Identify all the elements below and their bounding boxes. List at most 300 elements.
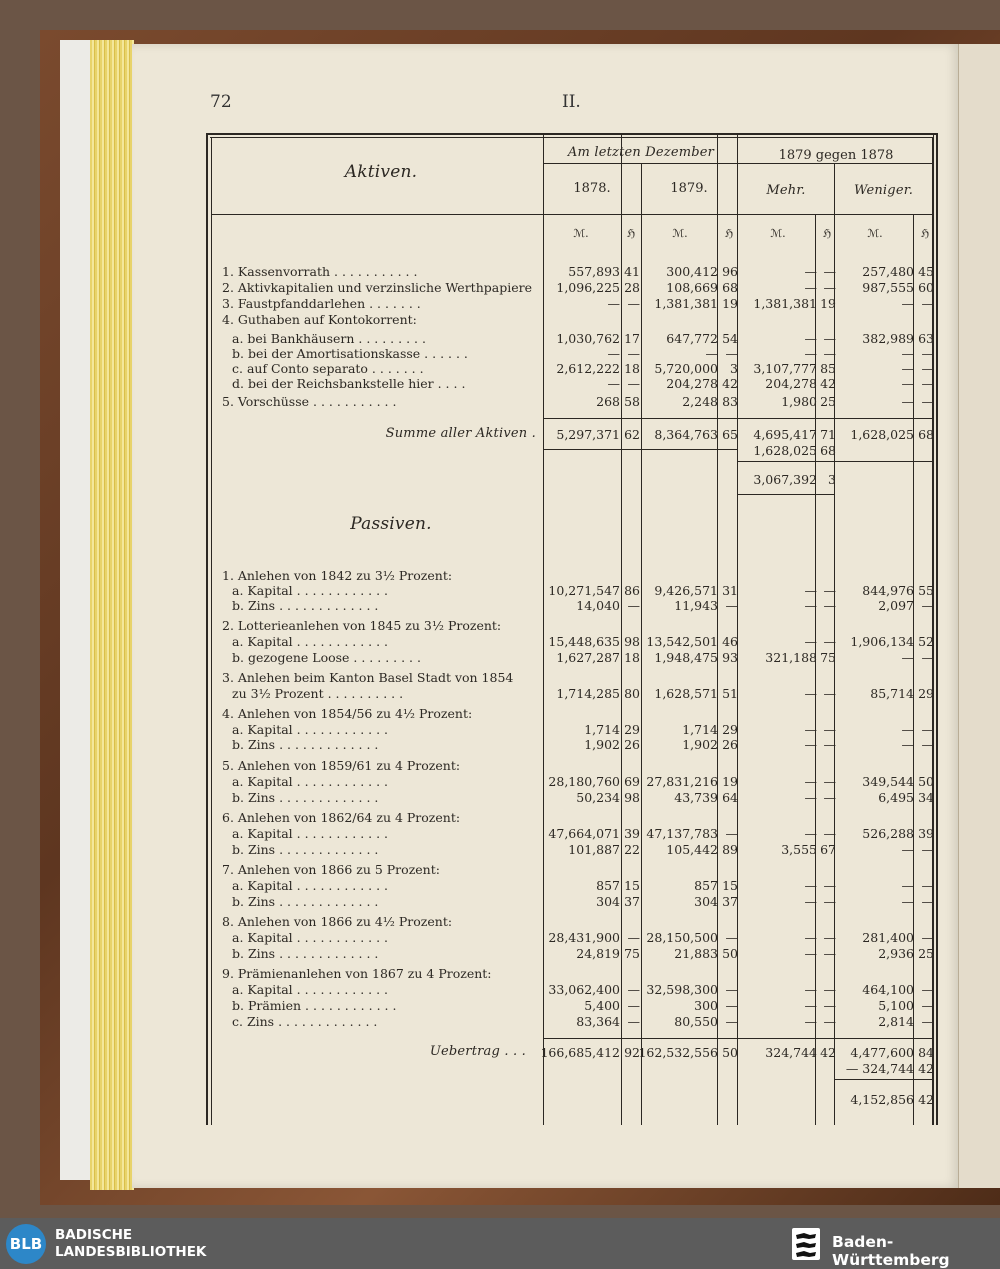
passiven-row-v1878: 10,271,547 <box>548 583 620 598</box>
passiven-row-p1878: — <box>627 982 640 997</box>
aktiven-row-mehr: 3,107,777 <box>753 361 817 376</box>
passiven-row-p1879: 93 <box>722 650 738 665</box>
aktiven-heading: Aktiven. <box>344 162 418 182</box>
unit-pf-label: ℌ <box>626 227 636 240</box>
passiven-row-v1879: 13,542,501 <box>646 634 718 649</box>
aktiven-row-mehr: — <box>804 331 817 346</box>
uebertrag-rule-top <box>544 1038 933 1039</box>
passiven-row-weniger: 526,288 <box>862 826 914 841</box>
passiven-row-pm: — <box>823 826 836 841</box>
aktiven-row-p1878: — <box>627 346 640 361</box>
passiven-row-v1879: 304 <box>694 894 718 909</box>
passiven-row-weniger: 844,976 <box>862 583 914 598</box>
aktiven-row-p1878: 28 <box>624 280 640 295</box>
passiven-row-pw: 34 <box>918 790 934 805</box>
aktiven-row-p1879: 3 <box>730 361 738 376</box>
col-1878-header: 1878. <box>573 181 611 196</box>
passiven-row-p1879: — <box>725 998 738 1013</box>
passiven-row-p1879: — <box>725 826 738 841</box>
aktiven-row-p1879: 42 <box>722 376 738 391</box>
aktiven-row-label: 2. Aktivkapitalien und verzinsliche Werthpapiere <box>222 280 532 295</box>
passiven-row-v1878: 50,234 <box>576 790 620 805</box>
facing-page-edge <box>958 44 1000 1188</box>
aktiven-row-pw: — <box>921 376 934 391</box>
passiven-row-p1879: 64 <box>722 790 738 805</box>
passiven-row-p1879: 31 <box>722 583 738 598</box>
passiven-row-pw: — <box>921 982 934 997</box>
passiven-row-pm: 75 <box>820 650 836 665</box>
passiven-row-mehr: — <box>804 930 817 945</box>
uebertrag-p1878: 92 <box>624 1045 640 1060</box>
passiven-row-label: a. Kapital . . . . . . . . . . . . <box>232 930 389 945</box>
aktiven-row-label: 4. Guthaben auf Kontokorrent: <box>222 312 417 327</box>
passiven-row-v1878: 857 <box>596 878 620 893</box>
passiven-row-v1878: 15,448,635 <box>548 634 620 649</box>
passiven-row-mehr: — <box>804 722 817 737</box>
uebertrag-weniger: 4,477,600 <box>850 1045 914 1060</box>
passiven-row-label: b. Zins . . . . . . . . . . . . . <box>232 894 379 909</box>
passiven-row-pm: — <box>823 946 836 961</box>
aktiven-row-weniger: — <box>901 361 914 376</box>
aktiven-row-mehr: — <box>804 264 817 279</box>
passiven-row-p1878: — <box>627 1014 640 1029</box>
passiven-row-pm: — <box>823 774 836 789</box>
passiven-row-weniger: — <box>901 722 914 737</box>
passiven-row-v1878: 83,364 <box>576 1014 620 1029</box>
blb-name[interactable] <box>55 1227 206 1261</box>
aktiven-sum-pm: 71 <box>820 427 836 442</box>
passiven-row-label: b. Zins . . . . . . . . . . . . . <box>232 842 379 857</box>
aktiven-row-p1878: — <box>627 296 640 311</box>
aktiven-row-weniger: — <box>901 376 914 391</box>
aktiven-row-v1878: 268 <box>596 394 620 409</box>
aktiven-sum-p1878: 62 <box>624 427 640 442</box>
subheader-rule <box>544 163 932 164</box>
blb-name-line1: BADISCHE <box>55 1227 133 1243</box>
passiven-row-label: 2. Lotterieanlehen von 1845 zu 3½ Prozent: <box>222 618 502 633</box>
passiven-row-v1878: 14,040 <box>576 598 620 613</box>
aktiven-row-p1879: 54 <box>722 331 738 346</box>
aktiven-row-pw: — <box>921 296 934 311</box>
passiven-row-mehr: — <box>804 686 817 701</box>
passiven-row-pm: 67 <box>820 842 836 857</box>
aktiven-sum-v1879: 8,364,763 <box>654 427 718 442</box>
aktiven-row-p1879: 19 <box>722 296 738 311</box>
passiven-row-v1879: 1,948,475 <box>654 650 718 665</box>
header-rule <box>211 214 932 215</box>
passiven-row-p1878: 69 <box>624 774 640 789</box>
frame-right <box>936 133 938 1125</box>
uebertrag-pm: 42 <box>820 1045 836 1060</box>
passiven-row-v1878: 304 <box>596 894 620 909</box>
aktiven-row-pm: — <box>823 331 836 346</box>
passiven-row-label: 9. Prämienanlehen von 1867 zu 4 Prozent: <box>222 966 492 981</box>
aktiven-row-mehr: — <box>804 280 817 295</box>
aktiven-row-pw: — <box>921 394 934 409</box>
passiven-row-weniger: 5,100 <box>878 998 914 1013</box>
passiven-row-mehr: — <box>804 583 817 598</box>
aktiven-row-pm: 85 <box>820 361 836 376</box>
aktiven-row-v1878: — <box>607 376 620 391</box>
passiven-row-label: 7. Anlehen von 1866 zu 5 Prozent: <box>222 862 440 877</box>
aktiven-row-weniger: — <box>901 296 914 311</box>
blb-logo[interactable]: BLB <box>6 1224 46 1264</box>
aktiven-row-v1879: — <box>705 346 718 361</box>
uebertrag-mehr: 324,744 <box>765 1045 817 1060</box>
passiven-row-v1879: 857 <box>694 878 718 893</box>
aktiven-row-p1878: 41 <box>624 264 640 279</box>
passiven-row-p1879: — <box>725 982 738 997</box>
passiven-row-label: a. Kapital . . . . . . . . . . . . <box>232 774 389 789</box>
passiven-row-p1879: 29 <box>722 722 738 737</box>
passiven-row-label: a. Kapital . . . . . . . . . . . . <box>232 722 389 737</box>
passiven-row-p1878: 86 <box>624 583 640 598</box>
passiven-row-v1879: 1,628,571 <box>654 686 718 701</box>
passiven-row-mehr: — <box>804 774 817 789</box>
unit-mark-label: ℳ. <box>770 227 786 240</box>
passiven-row-weniger: 281,400 <box>862 930 914 945</box>
passiven-row-label: a. Kapital . . . . . . . . . . . . <box>232 826 389 841</box>
aktiven-row-p1879: 96 <box>722 264 738 279</box>
passiven-row-mehr: 3,555 <box>781 842 817 857</box>
aktiven-row-v1879: 300,412 <box>666 264 718 279</box>
passiven-row-p1879: 50 <box>722 946 738 961</box>
passiven-row-mehr: — <box>804 826 817 841</box>
aktiven-row-v1879: 204,278 <box>666 376 718 391</box>
aktiven-row-v1879: 1,381,381 <box>654 296 718 311</box>
unit-pf-label: ℌ <box>724 227 734 240</box>
aktiven-row-v1878: 557,893 <box>568 264 620 279</box>
passiven-row-mehr: — <box>804 878 817 893</box>
net-rule-bottom <box>738 494 835 495</box>
passiven-row-weniger: — <box>901 737 914 752</box>
passiven-row-p1878: 15 <box>624 878 640 893</box>
uebertrag-pw: 84 <box>918 1045 934 1060</box>
passiven-row-weniger: 85,714 <box>870 686 914 701</box>
passiven-row-weniger: 2,936 <box>878 946 914 961</box>
aktiven-row-v1878: — <box>607 296 620 311</box>
aktiven-row-label: b. bei der Amortisationskasse . . . . . . <box>232 346 468 361</box>
passiven-row-mehr: — <box>804 790 817 805</box>
passiven-row-weniger: 6,495 <box>878 790 914 805</box>
aktiven-row-pw: 63 <box>918 331 934 346</box>
passiven-row-mehr: — <box>804 634 817 649</box>
aktiven-row-weniger: 382,989 <box>862 331 914 346</box>
passiven-row-pm: — <box>823 878 836 893</box>
passiven-row-pw: — <box>921 894 934 909</box>
aktiven-sum-mehr: 4,695,417 <box>753 427 817 442</box>
unit-mark-label: ℳ. <box>867 227 883 240</box>
passiven-row-weniger: 2,814 <box>878 1014 914 1029</box>
passiven-row-pm: — <box>823 634 836 649</box>
col-mehr-header: Mehr. <box>766 183 806 198</box>
passiven-row-p1879: — <box>725 598 738 613</box>
passiven-row-pw: 39 <box>918 826 934 841</box>
passiven-row-v1879: 21,883 <box>674 946 718 961</box>
passiven-row-pm: — <box>823 722 836 737</box>
aktiven-row-pm: — <box>823 346 836 361</box>
uebertrag-weniger-less: — 324,744 <box>845 1061 914 1076</box>
passiven-row-weniger: — <box>901 878 914 893</box>
aktiven-row-mehr: 1,381,381 <box>753 296 817 311</box>
passiven-row-v1878: 5,400 <box>584 998 620 1013</box>
aktiven-row-mehr: 204,278 <box>765 376 817 391</box>
passiven-row-weniger: 2,097 <box>878 598 914 613</box>
passiven-row-p1879: 15 <box>722 878 738 893</box>
passiven-row-p1879: 37 <box>722 894 738 909</box>
passiven-row-mehr: — <box>804 982 817 997</box>
passiven-row-v1878: 28,180,760 <box>548 774 620 789</box>
passiven-row-pm: — <box>823 583 836 598</box>
passiven-row-v1878: 47,664,071 <box>548 826 620 841</box>
passiven-row-pw: — <box>921 930 934 945</box>
frame-left-inner <box>211 137 212 1125</box>
net-rule-top <box>738 461 933 462</box>
passiven-row-pm: — <box>823 894 836 909</box>
passiven-row-label: 6. Anlehen von 1862/64 zu 4 Prozent: <box>222 810 461 825</box>
passiven-row-p1878: — <box>627 598 640 613</box>
gilt-page-edges <box>90 40 134 1190</box>
passiven-row-label: b. Zins . . . . . . . . . . . . . <box>232 737 379 752</box>
passiven-row-v1878: 101,887 <box>568 842 620 857</box>
passiven-row-p1878: 80 <box>624 686 640 701</box>
uebertrag-v1878: 166,685,412 <box>540 1045 620 1060</box>
aktiven-row-weniger: — <box>901 346 914 361</box>
aktiven-row-v1879: 2,248 <box>682 394 718 409</box>
aktiven-row-label: d. bei der Reichsbankstelle hier . . . . <box>232 376 466 391</box>
passiven-row-label: b. gezogene Loose . . . . . . . . . <box>232 650 421 665</box>
aktiven-row-pm: — <box>823 264 836 279</box>
uebertrag-pw-net: 42 <box>918 1092 934 1107</box>
col-weniger-header: Weniger. <box>853 183 914 198</box>
passiven-row-v1879: 32,598,300 <box>646 982 718 997</box>
aktiven-row-v1879: 5,720,000 <box>654 361 718 376</box>
unit-pf-label: ℌ <box>920 227 930 240</box>
passiven-row-label: 8. Anlehen von 1866 zu 4½ Prozent: <box>222 914 453 929</box>
uebertrag-v1879: 162,532,556 <box>638 1045 718 1060</box>
page-number: 72 <box>210 92 232 112</box>
col-1879-header: 1879. <box>670 181 708 196</box>
uebertrag-p1879: 50 <box>722 1045 738 1060</box>
aktiven-row-label: c. auf Conto separato . . . . . . . <box>232 361 424 376</box>
frame-top <box>206 133 938 135</box>
passiven-row-pm: — <box>823 1014 836 1029</box>
passiven-row-p1878: 75 <box>624 946 640 961</box>
aktiven-row-pw: — <box>921 346 934 361</box>
bw-crest-icon[interactable] <box>790 1226 822 1262</box>
passiven-row-pm: — <box>823 930 836 945</box>
passiven-row-v1879: 105,442 <box>666 842 718 857</box>
passiven-row-p1879: — <box>725 930 738 945</box>
passiven-row-v1878: 33,062,400 <box>548 982 620 997</box>
passiven-row-p1878: 18 <box>624 650 640 665</box>
aktiven-row-v1878: 1,096,225 <box>556 280 620 295</box>
passiven-row-weniger: — <box>901 894 914 909</box>
aktiven-row-pm: 25 <box>820 394 836 409</box>
passiven-row-v1879: 27,831,216 <box>646 774 718 789</box>
passiven-row-v1879: 11,943 <box>674 598 718 613</box>
aktiven-row-v1879: 647,772 <box>666 331 718 346</box>
passiven-heading: Passiven. <box>350 514 432 534</box>
passiven-row-label: c. Zins . . . . . . . . . . . . . <box>232 1014 378 1029</box>
passiven-row-label: a. Kapital . . . . . . . . . . . . <box>232 583 389 598</box>
frame-left <box>206 133 208 1125</box>
aktiven-row-p1878: 17 <box>624 331 640 346</box>
compare-heading: 1879 gegen 1878 <box>778 148 894 163</box>
passiven-row-label: b. Zins . . . . . . . . . . . . . <box>232 598 379 613</box>
uebertrag-net-rule <box>835 1079 933 1080</box>
passiven-row-pm: — <box>823 982 836 997</box>
passiven-row-v1878: 1,714,285 <box>556 686 620 701</box>
passiven-row-p1879: 89 <box>722 842 738 857</box>
passiven-row-p1878: 37 <box>624 894 640 909</box>
uebertrag-weniger-net: 4,152,856 <box>850 1092 914 1107</box>
passiven-row-p1878: 98 <box>624 634 640 649</box>
passiven-row-p1878: 22 <box>624 842 640 857</box>
sum-rule-bottom <box>544 449 737 450</box>
aktiven-row-pw: — <box>921 361 934 376</box>
aktiven-row-v1878: 2,612,222 <box>556 361 620 376</box>
passiven-row-pm: — <box>823 790 836 805</box>
unit-pf-label: ℌ <box>822 227 832 240</box>
passiven-row-mehr: — <box>804 1014 817 1029</box>
aktiven-sum-mehr-less: 1,628,025 <box>753 443 817 458</box>
aktiven-sum-pw: 68 <box>918 427 934 442</box>
passiven-row-label: 1. Anlehen von 1842 zu 3½ Prozent: <box>222 568 453 583</box>
passiven-row-pm: — <box>823 998 836 1013</box>
section-heading: II. <box>562 92 581 112</box>
passiven-row-p1878: 39 <box>624 826 640 841</box>
passiven-row-v1878: 1,714 <box>584 722 620 737</box>
aktiven-row-label: a. bei Bankhäusern . . . . . . . . . <box>232 331 426 346</box>
aktiven-row-pm: 19 <box>820 296 836 311</box>
aktiven-row-weniger: 987,555 <box>862 280 914 295</box>
passiven-row-v1878: 1,902 <box>584 737 620 752</box>
aktiven-row-p1878: — <box>627 376 640 391</box>
passiven-row-label: 5. Anlehen von 1859/61 zu 4 Prozent: <box>222 758 461 773</box>
passiven-row-label: a. Kapital . . . . . . . . . . . . <box>232 878 389 893</box>
passiven-row-label: b. Prämien . . . . . . . . . . . . <box>232 998 397 1013</box>
passiven-row-mehr: — <box>804 946 817 961</box>
aktiven-row-p1878: 18 <box>624 361 640 376</box>
aktiven-row-v1879: 108,669 <box>666 280 718 295</box>
aktiven-row-weniger: 257,480 <box>862 264 914 279</box>
blb-name-line2: LANDESBIBLIOTHEK <box>55 1244 207 1260</box>
passiven-row-pw: — <box>921 842 934 857</box>
aktiven-row-label: 3. Faustpfanddarlehen . . . . . . . <box>222 296 421 311</box>
passiven-row-label: 3. Anlehen beim Kanton Basel Stadt von 1854 <box>222 670 514 685</box>
aktiven-net-mehr: 3,067,392 <box>753 472 817 487</box>
passiven-row-p1879: 51 <box>722 686 738 701</box>
passiven-row-pw: — <box>921 598 934 613</box>
passiven-row-v1879: 1,902 <box>682 737 718 752</box>
passiven-row-v1878: 1,627,287 <box>556 650 620 665</box>
passiven-row-pw: — <box>921 998 934 1013</box>
aktiven-row-pm: 42 <box>820 376 836 391</box>
aktiven-sum-pm-less: 68 <box>820 443 836 458</box>
passiven-row-pw: 55 <box>918 583 934 598</box>
aktiven-row-pm: — <box>823 280 836 295</box>
aktiven-net-pm: 3 <box>828 472 836 487</box>
passiven-row-p1878: 98 <box>624 790 640 805</box>
passiven-row-v1879: 80,550 <box>674 1014 718 1029</box>
sum-rule-top <box>544 418 933 419</box>
aktiven-row-label: 1. Kassenvorrath . . . . . . . . . . . <box>222 264 418 279</box>
aktiven-row-pw: 60 <box>918 280 934 295</box>
passiven-row-weniger: 464,100 <box>862 982 914 997</box>
passiven-row-label: a. Kapital . . . . . . . . . . . . <box>232 982 389 997</box>
passiven-row-p1879: 46 <box>722 634 738 649</box>
passiven-row-pw: — <box>921 878 934 893</box>
unit-mark-label: ℳ. <box>573 227 589 240</box>
passiven-row-mehr: 321,188 <box>765 650 817 665</box>
passiven-row-p1879: 26 <box>722 737 738 752</box>
passiven-row-weniger: 1,906,134 <box>850 634 914 649</box>
passiven-row-mehr: — <box>804 598 817 613</box>
passiven-row-mehr: — <box>804 998 817 1013</box>
aktiven-row-mehr: — <box>804 346 817 361</box>
aktiven-sum-weniger: 1,628,025 <box>850 427 914 442</box>
passiven-row-v1879: 43,739 <box>674 790 718 805</box>
aktiven-row-p1879: 68 <box>722 280 738 295</box>
aktiven-row-p1879: — <box>725 346 738 361</box>
aktiven-sum-p1879: 65 <box>722 427 738 442</box>
aktiven-row-pw: 45 <box>918 264 934 279</box>
aktiven-row-p1878: 58 <box>624 394 640 409</box>
passiven-row-label: b. Zins . . . . . . . . . . . . . <box>232 946 379 961</box>
passiven-row-mehr: — <box>804 737 817 752</box>
passiven-row-pw: — <box>921 650 934 665</box>
passiven-row-pw: — <box>921 1014 934 1029</box>
passiven-row-p1878: 29 <box>624 722 640 737</box>
passiven-row-weniger: — <box>901 650 914 665</box>
passiven-row-pm: — <box>823 598 836 613</box>
aktiven-sum-v1878: 5,297,371 <box>556 427 620 442</box>
passiven-row-v1879: 300 <box>694 998 718 1013</box>
passiven-row-weniger: 349,544 <box>862 774 914 789</box>
passiven-row-v1879: 1,714 <box>682 722 718 737</box>
aktiven-row-label: 5. Vorschüsse . . . . . . . . . . . <box>222 394 397 409</box>
aktiven-row-p1879: 83 <box>722 394 738 409</box>
ledger-table <box>206 133 938 1125</box>
aktiven-row-weniger: — <box>901 394 914 409</box>
passiven-row-pw: 52 <box>918 634 934 649</box>
passiven-row-label: zu 3½ Prozent . . . . . . . . . . <box>232 686 404 701</box>
passiven-row-pm: — <box>823 737 836 752</box>
passiven-row-label: 4. Anlehen von 1854/56 zu 4½ Prozent: <box>222 706 473 721</box>
passiven-row-v1879: 9,426,571 <box>654 583 718 598</box>
footer-bar <box>0 1218 1000 1269</box>
passiven-row-pw: — <box>921 737 934 752</box>
passiven-row-pw: 25 <box>918 946 934 961</box>
passiven-row-weniger: — <box>901 842 914 857</box>
passiven-row-mehr: — <box>804 894 817 909</box>
frame-top-inner <box>210 137 934 138</box>
aktiven-row-v1878: — <box>607 346 620 361</box>
passiven-row-p1879: 19 <box>722 774 738 789</box>
passiven-row-v1879: 47,137,783 <box>646 826 718 841</box>
passiven-row-p1878: — <box>627 998 640 1013</box>
uebertrag-pw-less: 42 <box>918 1061 934 1076</box>
passiven-row-pw: 50 <box>918 774 934 789</box>
passiven-row-p1878: — <box>627 930 640 945</box>
uebertrag-label: Uebertrag . . . <box>429 1044 526 1059</box>
aktiven-row-v1878: 1,030,762 <box>556 331 620 346</box>
unit-mark-label: ℳ. <box>672 227 688 240</box>
bw-name[interactable]: Baden-Württemberg <box>832 1233 950 1269</box>
passiven-row-label: b. Zins . . . . . . . . . . . . . <box>232 790 379 805</box>
passiven-row-v1878: 24,819 <box>576 946 620 961</box>
